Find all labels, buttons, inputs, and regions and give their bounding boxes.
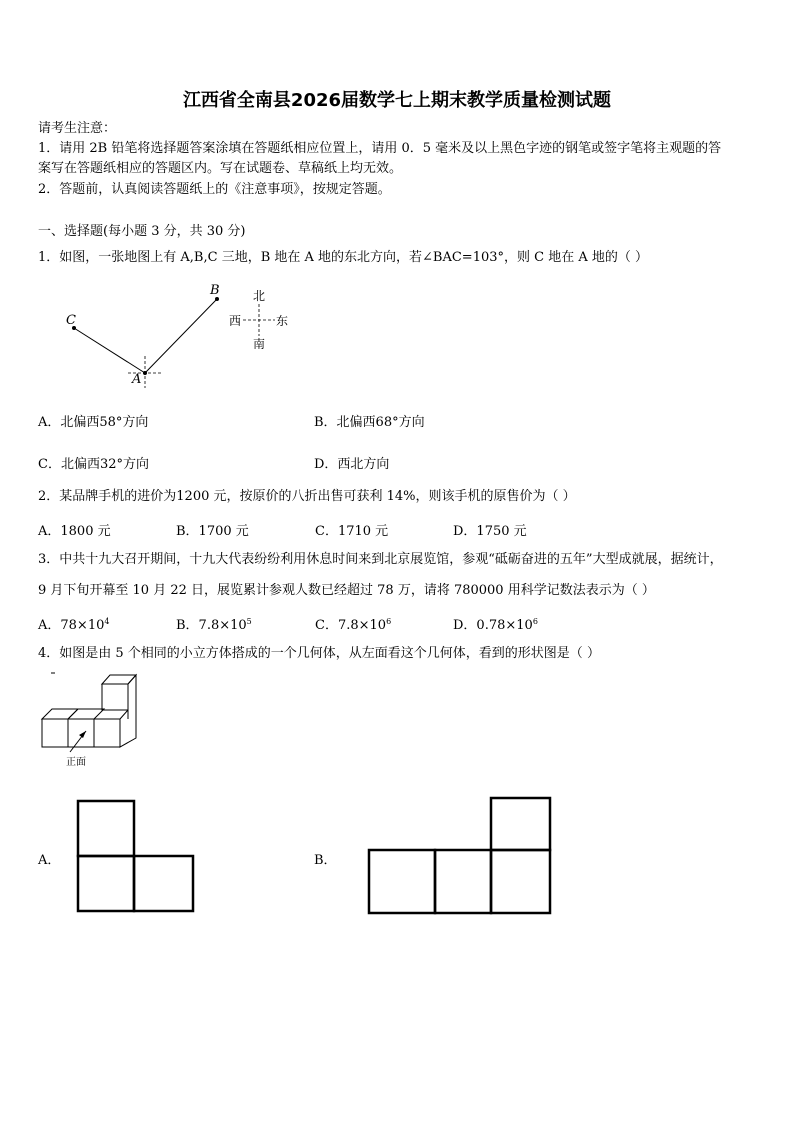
notice-item-1-line-1: 1．请用 2B 铅笔将选择题答案涂填在答题纸相应位置上，请用 0．5 毫米及以上黑色字迹的钢笔或签字笔将主观题的答 [38,141,722,156]
compass-east: 东 [276,314,289,328]
question-1-option-a: A．北偏西58°方向 [38,415,149,430]
question-3-option-b: B．$7.8\times 10^5$ [176,617,252,633]
page-title: 江西省全南县2026届数学七上期末教学质量检测试题 [182,90,612,111]
question-3-stem-line-1: 3．中共十九大召开期间，十九大代表纷纷利用休息时间来到北京展览馆，参观“砥砺奋进的五年”大型成就展，据统计， [38,552,723,567]
notice-item-1-line-2: 案写在答题纸相应的答题区内。写在试题卷、草稿纸上均无效。 [38,161,403,176]
question-1-option-c: C．北偏西32°方向 [38,457,149,472]
question-3-option-c: C．$7.8\times 10^6$ [315,617,392,633]
compass-west: 西 [229,314,242,328]
compass-south: 南 [253,337,266,351]
question-1-option-b: B．北偏西68°方向 [314,415,425,430]
question-2-stem: 2．某品牌手机的进价为1200 元，按原价的八折出售可获利 14%，则该手机的原售价为（ ） [38,489,576,504]
question-4-option-b-label: B． [314,853,337,868]
question-3-stem-line-2: 9 月下旬开幕至 10 月 22 日，展览累计参观人数已经超过 78 万，请将 780000 用科学记数法表示为（ ） [38,583,655,598]
notice-item-2: 2．答题前，认真阅读答题纸上的《注意事项》，按规定答题。 [38,182,391,197]
question-1-option-d: D．西北方向 [314,457,390,472]
section-heading: 一、选择题(每小题 3 分，共 30 分) [38,224,246,239]
question-2-option-b: B．1700 元 [176,524,249,539]
question-4-option-a-label: A． [38,853,61,868]
figure-label-a: A [132,372,142,387]
question-2-option-d: D．1750 元 [453,524,527,539]
figure-label-c: C [66,313,76,328]
question-1-stem: 1．如图，一张地图上有 A,B,C 三地，B 地在 A 地的东北方向，若∠BAC=103°，则 C 地在 A 地的（ ） [38,250,649,265]
compass-north: 北 [253,289,266,303]
front-view-label: 正面 [66,757,86,768]
question-3-option-a: A．$78\times 10^4$ [38,617,110,633]
question-3-option-d: D．$0.78\times 10^6$ [453,617,538,633]
question-2-option-a: A．1800 元 [38,524,111,539]
question-4-stem: 4．如图是由 5 个相同的小立方体搭成的一个几何体，从左面看这个几何体，看到的形状图是（ ） [38,646,600,661]
figure-label-b: B [210,283,220,298]
notice-heading: 请考生注意： [38,121,117,136]
question-2-option-c: C．1710 元 [315,524,389,539]
